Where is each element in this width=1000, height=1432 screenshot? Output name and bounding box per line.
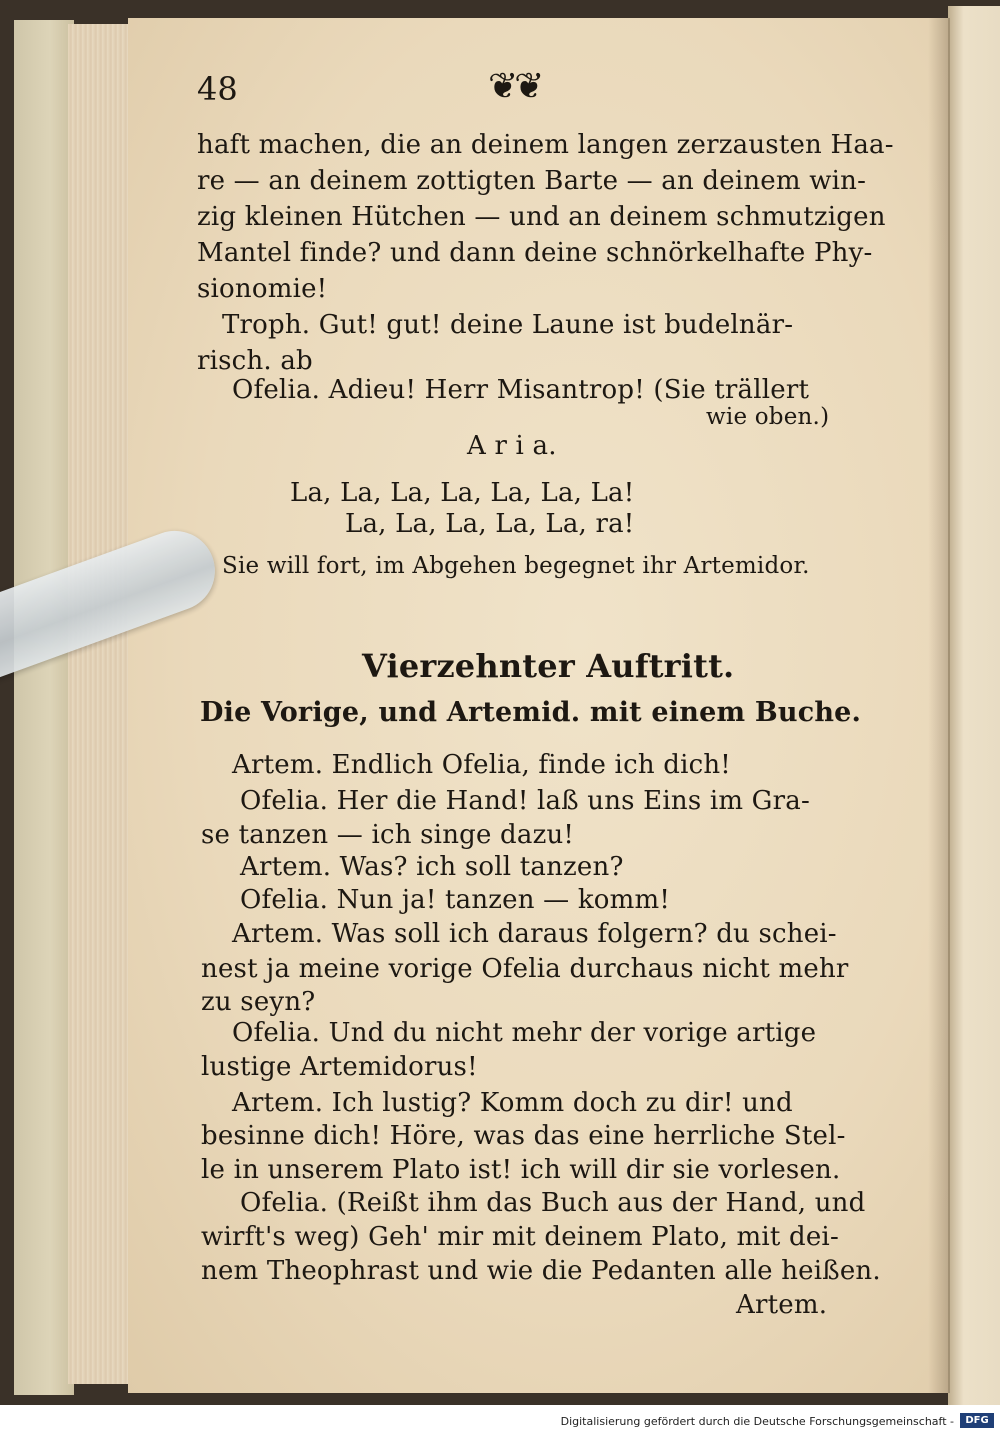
stage-direction: Sie will fort, im Abgehen begegnet ihr Artemidor. bbox=[222, 553, 810, 579]
dialogue-line: Ofelia. (Reißt ihm das Buch aus der Hand, und bbox=[240, 1188, 866, 1218]
dialogue-line: Artem. Was soll ich daraus folgern? du schei- bbox=[232, 919, 837, 949]
aria-title: A r i a. bbox=[467, 431, 557, 461]
catchword: Artem. bbox=[736, 1290, 828, 1320]
text-line: nest ja meine vorige Ofelia durchaus nicht mehr bbox=[201, 954, 849, 984]
header-ornament: ❦❦ bbox=[488, 66, 541, 107]
text-line: lustige Artemidorus! bbox=[201, 1052, 478, 1082]
dialogue-line: Artem. Ich lustig? Komm doch zu dir! und bbox=[232, 1088, 793, 1118]
text-line: Mantel finde? und dann deine schnörkelhafte Phy- bbox=[197, 238, 873, 268]
song-line: La, La, La, La, La, La, La! bbox=[290, 478, 635, 508]
facing-page-edge bbox=[948, 6, 1000, 1405]
text-line: risch. ab bbox=[197, 346, 313, 376]
footer-credit: Digitalisierung gefördert durch die Deutsche Forschungsgemeinschaft - bbox=[560, 1415, 954, 1428]
dialogue-line: Artem. Endlich Ofelia, finde ich dich! bbox=[232, 750, 731, 780]
text-line: zig kleinen Hütchen — und an deinem schmutzigen bbox=[197, 202, 886, 232]
dfg-logo: DFG bbox=[960, 1413, 994, 1428]
text-line: haft machen, die an deinem langen zerzausten Haa- bbox=[197, 130, 894, 160]
song-line: La, La, La, La, La, ra! bbox=[345, 509, 635, 539]
page-gutter-shadow bbox=[928, 18, 950, 1393]
dialogue-line: Ofelia. Nun ja! tanzen — komm! bbox=[240, 885, 670, 915]
scene-subheading: Die Vorige, und Artemid. mit einem Buche. bbox=[200, 697, 862, 728]
footer-bar bbox=[0, 1405, 1000, 1432]
text-line: sionomie! bbox=[197, 274, 328, 304]
dialogue-line: Ofelia. Her die Hand! laß uns Eins im Gra- bbox=[240, 786, 810, 816]
text-line: se tanzen — ich singe dazu! bbox=[201, 820, 575, 850]
dialogue-line: Troph. Gut! gut! deine Laune ist budelnär- bbox=[222, 310, 794, 340]
text-line: nem Theophrast und wie die Pedanten alle heißen. bbox=[201, 1256, 881, 1286]
stage-direction: wie oben.) bbox=[706, 404, 830, 430]
text-line: wirft's weg) Geh' mir mit deinem Plato, mit dei- bbox=[201, 1222, 839, 1252]
text-line: zu seyn? bbox=[201, 987, 316, 1017]
text-line: re — an deinem zottigten Barte — an deinem win- bbox=[197, 166, 867, 196]
book-cover-edge bbox=[14, 20, 74, 1395]
dialogue-line: Artem. Was? ich soll tanzen? bbox=[240, 852, 624, 882]
text-line: besinne dich! Höre, was das eine herrliche Stel- bbox=[201, 1121, 846, 1151]
scene-heading: Vierzehnter Auftritt. bbox=[362, 647, 735, 685]
dialogue-line: Ofelia. Adieu! Herr Misantrop! (Sie trällert bbox=[232, 375, 810, 405]
page-number: 48 bbox=[197, 70, 238, 108]
text-line: le in unserem Plato ist! ich will dir sie vorlesen. bbox=[201, 1155, 841, 1185]
dialogue-line: Ofelia. Und du nicht mehr der vorige artige bbox=[232, 1018, 817, 1048]
